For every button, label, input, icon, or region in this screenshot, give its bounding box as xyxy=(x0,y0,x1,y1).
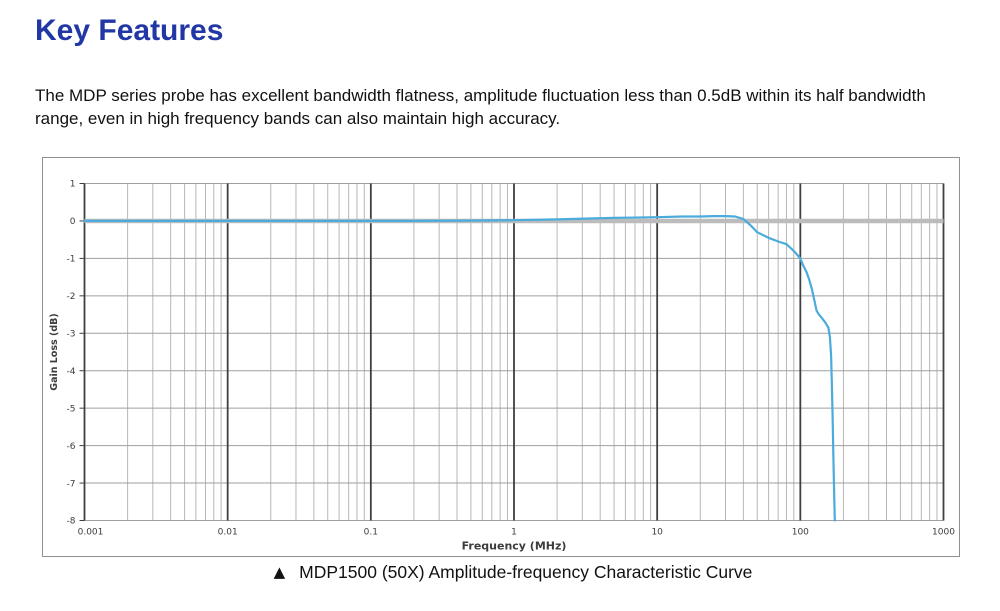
svg-text:1000: 1000 xyxy=(932,527,955,538)
chart-container xyxy=(42,157,960,557)
triangle-marker-icon: ▲ xyxy=(273,563,286,581)
y-axis-title: Gain Loss (dB) xyxy=(49,313,60,391)
svg-text:-4: -4 xyxy=(66,366,76,377)
svg-text:1: 1 xyxy=(69,179,76,190)
x-axis-title: Frequency (MHz) xyxy=(461,539,567,553)
svg-text:0.1: 0.1 xyxy=(363,527,378,538)
svg-text:0.001: 0.001 xyxy=(77,527,104,538)
svg-text:10: 10 xyxy=(651,527,663,538)
svg-text:-1: -1 xyxy=(66,254,76,265)
chart-caption xyxy=(13,562,1000,583)
svg-text:-8: -8 xyxy=(66,516,76,527)
svg-text:0: 0 xyxy=(69,217,76,228)
intro-paragraph: The MDP series probe has excellent bandwidth flatness, amplitude fluctuation less than 0.5dB within its half bandwidth range, even in high frequency bands can also maintain high accuracy. xyxy=(35,86,926,128)
svg-text:-7: -7 xyxy=(66,479,76,490)
svg-text:100: 100 xyxy=(791,527,809,538)
svg-text:0.01: 0.01 xyxy=(217,527,238,538)
svg-text:-5: -5 xyxy=(66,404,76,415)
gain-curve xyxy=(85,216,835,520)
chart-caption-text: MDP1500 (50X) Amplitude-frequency Characteristic Curve xyxy=(299,562,753,582)
page-title: Key Features xyxy=(35,14,224,47)
frequency-response-chart xyxy=(43,158,959,556)
svg-text:-2: -2 xyxy=(66,292,76,303)
svg-text:-6: -6 xyxy=(66,441,76,452)
svg-text:-3: -3 xyxy=(66,329,76,340)
svg-text:1: 1 xyxy=(511,527,517,538)
